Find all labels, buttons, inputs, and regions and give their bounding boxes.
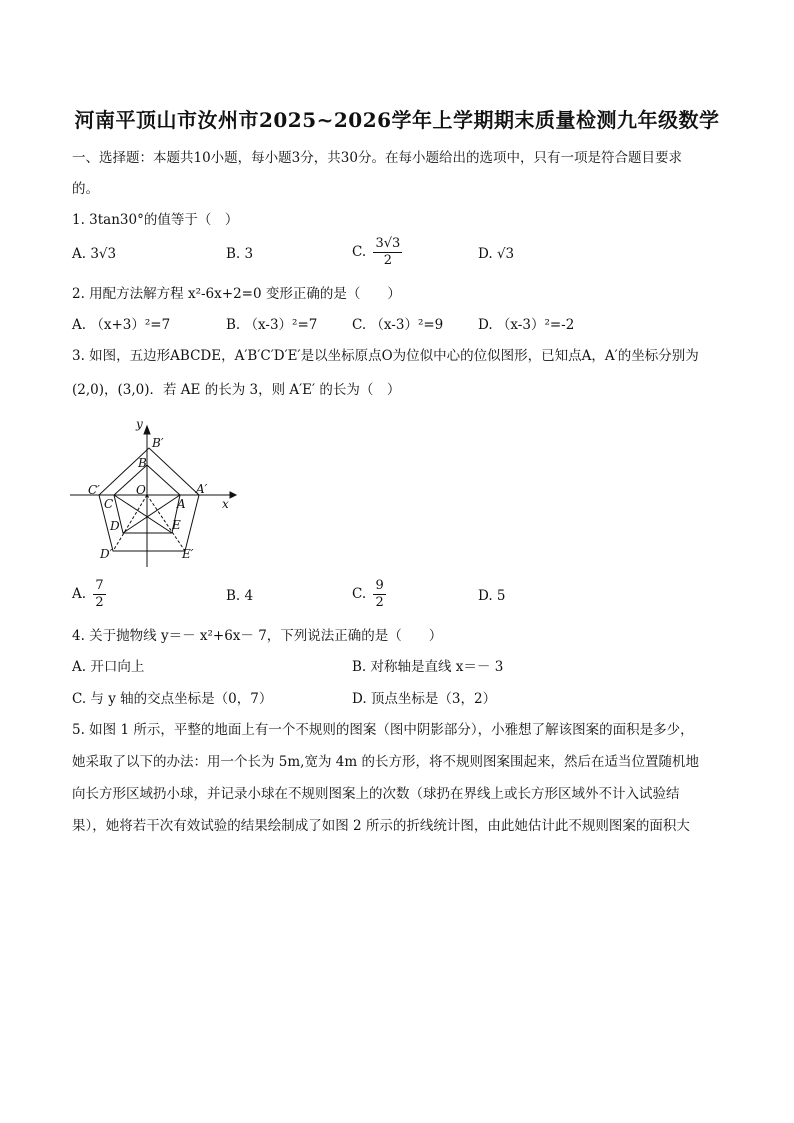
section-instructions-line-2: 的。 xyxy=(72,181,99,197)
label-a-prime: A′ xyxy=(196,482,208,496)
question-2-option-a: A. （x+3）²=7 xyxy=(72,317,171,333)
fraction: $\frac{3√3}{2}$ xyxy=(375,236,401,268)
question-1-option-a: A. 3√3 xyxy=(72,246,117,262)
question-2-option-b: B. （x-3）²=7 xyxy=(226,317,318,333)
question-5-line-3: 向长方形区域扔小球，并记录小球在不规则图案上的次数（球扔在界线上或长方形区域外不计入试验结 xyxy=(72,786,680,802)
section-instructions-line-1: 一、选择题：本题共10小题，每小题3分，共30分。在每小题给出的选项中，只有一项是符合题目要求 xyxy=(72,150,682,166)
question-3-option-a: A. $\frac{7}{2}$ xyxy=(72,578,104,610)
label-b: B xyxy=(138,456,147,470)
label-o: O xyxy=(136,483,146,497)
question-1-option-b: B. 3 xyxy=(226,246,254,262)
question-5-line-4: 果），她将若干次有效试验的结果绘制成了如图 2 所示的折线统计图，由此她估计此不规则图案的面积大 xyxy=(72,818,690,834)
question-3-stem-line-1: 3. 如图，五边形ABCDE，A′B′C′D′E′是以坐标原点O为位似中心的位似图形，已知点A，A′的坐标分别为 xyxy=(72,348,699,364)
question-3-option-d: D. 5 xyxy=(478,588,506,604)
y-axis-arrow xyxy=(144,426,150,434)
question-1-option-c: C. $\frac{3√3}{2}$ xyxy=(352,236,401,268)
question-2-stem: 2. 用配方法解方程 x²-6x+2=0 变形正确的是（ ） xyxy=(72,286,401,302)
question-3-option-b: B. 4 xyxy=(226,588,254,604)
question-2-option-c: C. （x-3）²=9 xyxy=(352,317,444,333)
label-d: D xyxy=(110,519,120,533)
label-x: x xyxy=(222,497,229,511)
label-e-prime: E′ xyxy=(182,547,194,561)
question-5-line-2: 她采取了以下的办法：用一个长为 5m,宽为 4m 的长方形，将不规则图案围起来，然后在适当位置随机地 xyxy=(72,754,699,770)
fraction: $\frac{7}{2}$ xyxy=(95,578,104,610)
question-5-line-1: 5. 如图 1 所示，平整的地面上有一个不规则的图案（图中阴影部分），小雅想了解该图案的面积是多少， xyxy=(72,722,694,738)
question-4-stem: 4. 关于抛物线 y＝－ x²+6x－ 7，下列说法正确的是（ ） xyxy=(72,628,443,644)
question-4-option-d: D. 顶点坐标是（3，2） xyxy=(352,691,497,707)
label-a: A xyxy=(177,497,186,511)
label-d-prime: D′ xyxy=(100,547,113,561)
label-e: E xyxy=(172,518,181,532)
x-axis-arrow xyxy=(230,492,236,498)
question-3-option-c: C. $\frac{9}{2}$ xyxy=(352,578,384,610)
label-c: C xyxy=(104,497,114,511)
page-title: 河南平顶山市汝州市2025~2026学年上学期期末质量检测九年级数学 xyxy=(74,108,720,132)
pentagon-figure xyxy=(66,412,246,572)
question-4-option-a: A. 开口向上 xyxy=(72,659,145,675)
label-c-prime: C′ xyxy=(88,483,100,497)
question-4-option-c: C. 与 y 轴的交点坐标是（0，7） xyxy=(72,691,273,707)
question-3-stem-line-2: (2,0)，(3,0)．若 AE 的长为 3，则 A′E′ 的长为（ ） xyxy=(72,382,401,398)
label-b-prime: B′ xyxy=(152,436,164,450)
question-1-option-d: D. √3 xyxy=(478,246,515,262)
question-2-option-d: D. （x-3）²=-2 xyxy=(478,317,575,333)
fraction: $\frac{9}{2}$ xyxy=(375,578,384,610)
question-1-stem: 1. 3tan30°的值等于（ ） xyxy=(72,212,239,228)
question-4-option-b: B. 对称轴是直线 x＝－ 3 xyxy=(352,659,504,675)
label-y: y xyxy=(136,417,143,431)
